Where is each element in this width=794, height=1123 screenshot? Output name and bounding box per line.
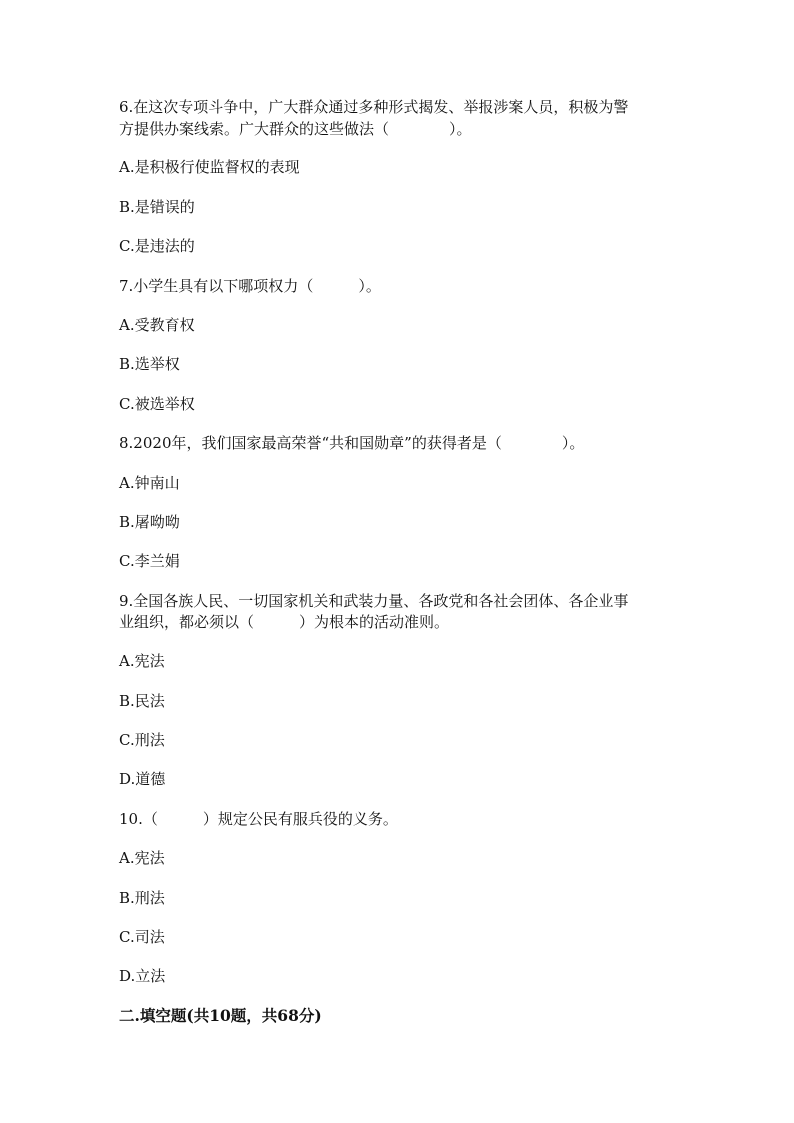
question-10-stem: 10.（ ）规定公民有服兵役的义务。 — [119, 810, 398, 828]
question-9-stem-line2: 业组织，都必须以（ ）为根本的活动准则。 — [119, 613, 450, 631]
question-8-stem: 8.2020年，我们国家最高荣誉“共和国勋章”的获得者是（ ）。 — [119, 434, 585, 452]
question-10-option-d: D.立法 — [119, 967, 166, 985]
question-9-option-a: A.宪法 — [119, 652, 165, 670]
question-7-option-a: A.受教育权 — [119, 316, 195, 334]
question-8-option-a: A.钟南山 — [119, 474, 180, 492]
question-8-option-c: C.李兰娟 — [119, 552, 180, 570]
question-6-option-b: B.是错误的 — [119, 198, 195, 216]
question-9-option-c: C.刑法 — [119, 731, 165, 749]
question-7-option-b: B.选举权 — [119, 355, 180, 373]
question-9-option-b: B.民法 — [119, 692, 165, 710]
question-7-stem: 7.小学生具有以下哪项权力（ ）。 — [119, 277, 381, 295]
question-6-stem-line1: 6.在这次专项斗争中，广大群众通过多种形式揭发、举报涉案人员，积极为警 — [119, 98, 629, 116]
question-9-stem-line1: 9.全国各族人民、一切国家机关和武装力量、各政党和各社会团体、各企业事 — [119, 592, 629, 610]
section-heading-fill-in: 二.填空题(共10题，共68分) — [119, 1006, 322, 1025]
question-10-option-b: B.刑法 — [119, 889, 165, 907]
question-6-option-a: A.是积极行使监督权的表现 — [119, 158, 300, 176]
question-7-option-c: C.被选举权 — [119, 395, 195, 413]
question-10-option-c: C.司法 — [119, 928, 165, 946]
question-6-option-c: C.是违法的 — [119, 237, 195, 255]
question-10-option-a: A.宪法 — [119, 849, 165, 867]
question-9-option-d: D.道德 — [119, 770, 166, 788]
question-6-stem-line2: 方提供办案线索。广大群众的这些做法（ ）。 — [119, 120, 472, 138]
question-8-option-b: B.屠呦呦 — [119, 513, 180, 531]
